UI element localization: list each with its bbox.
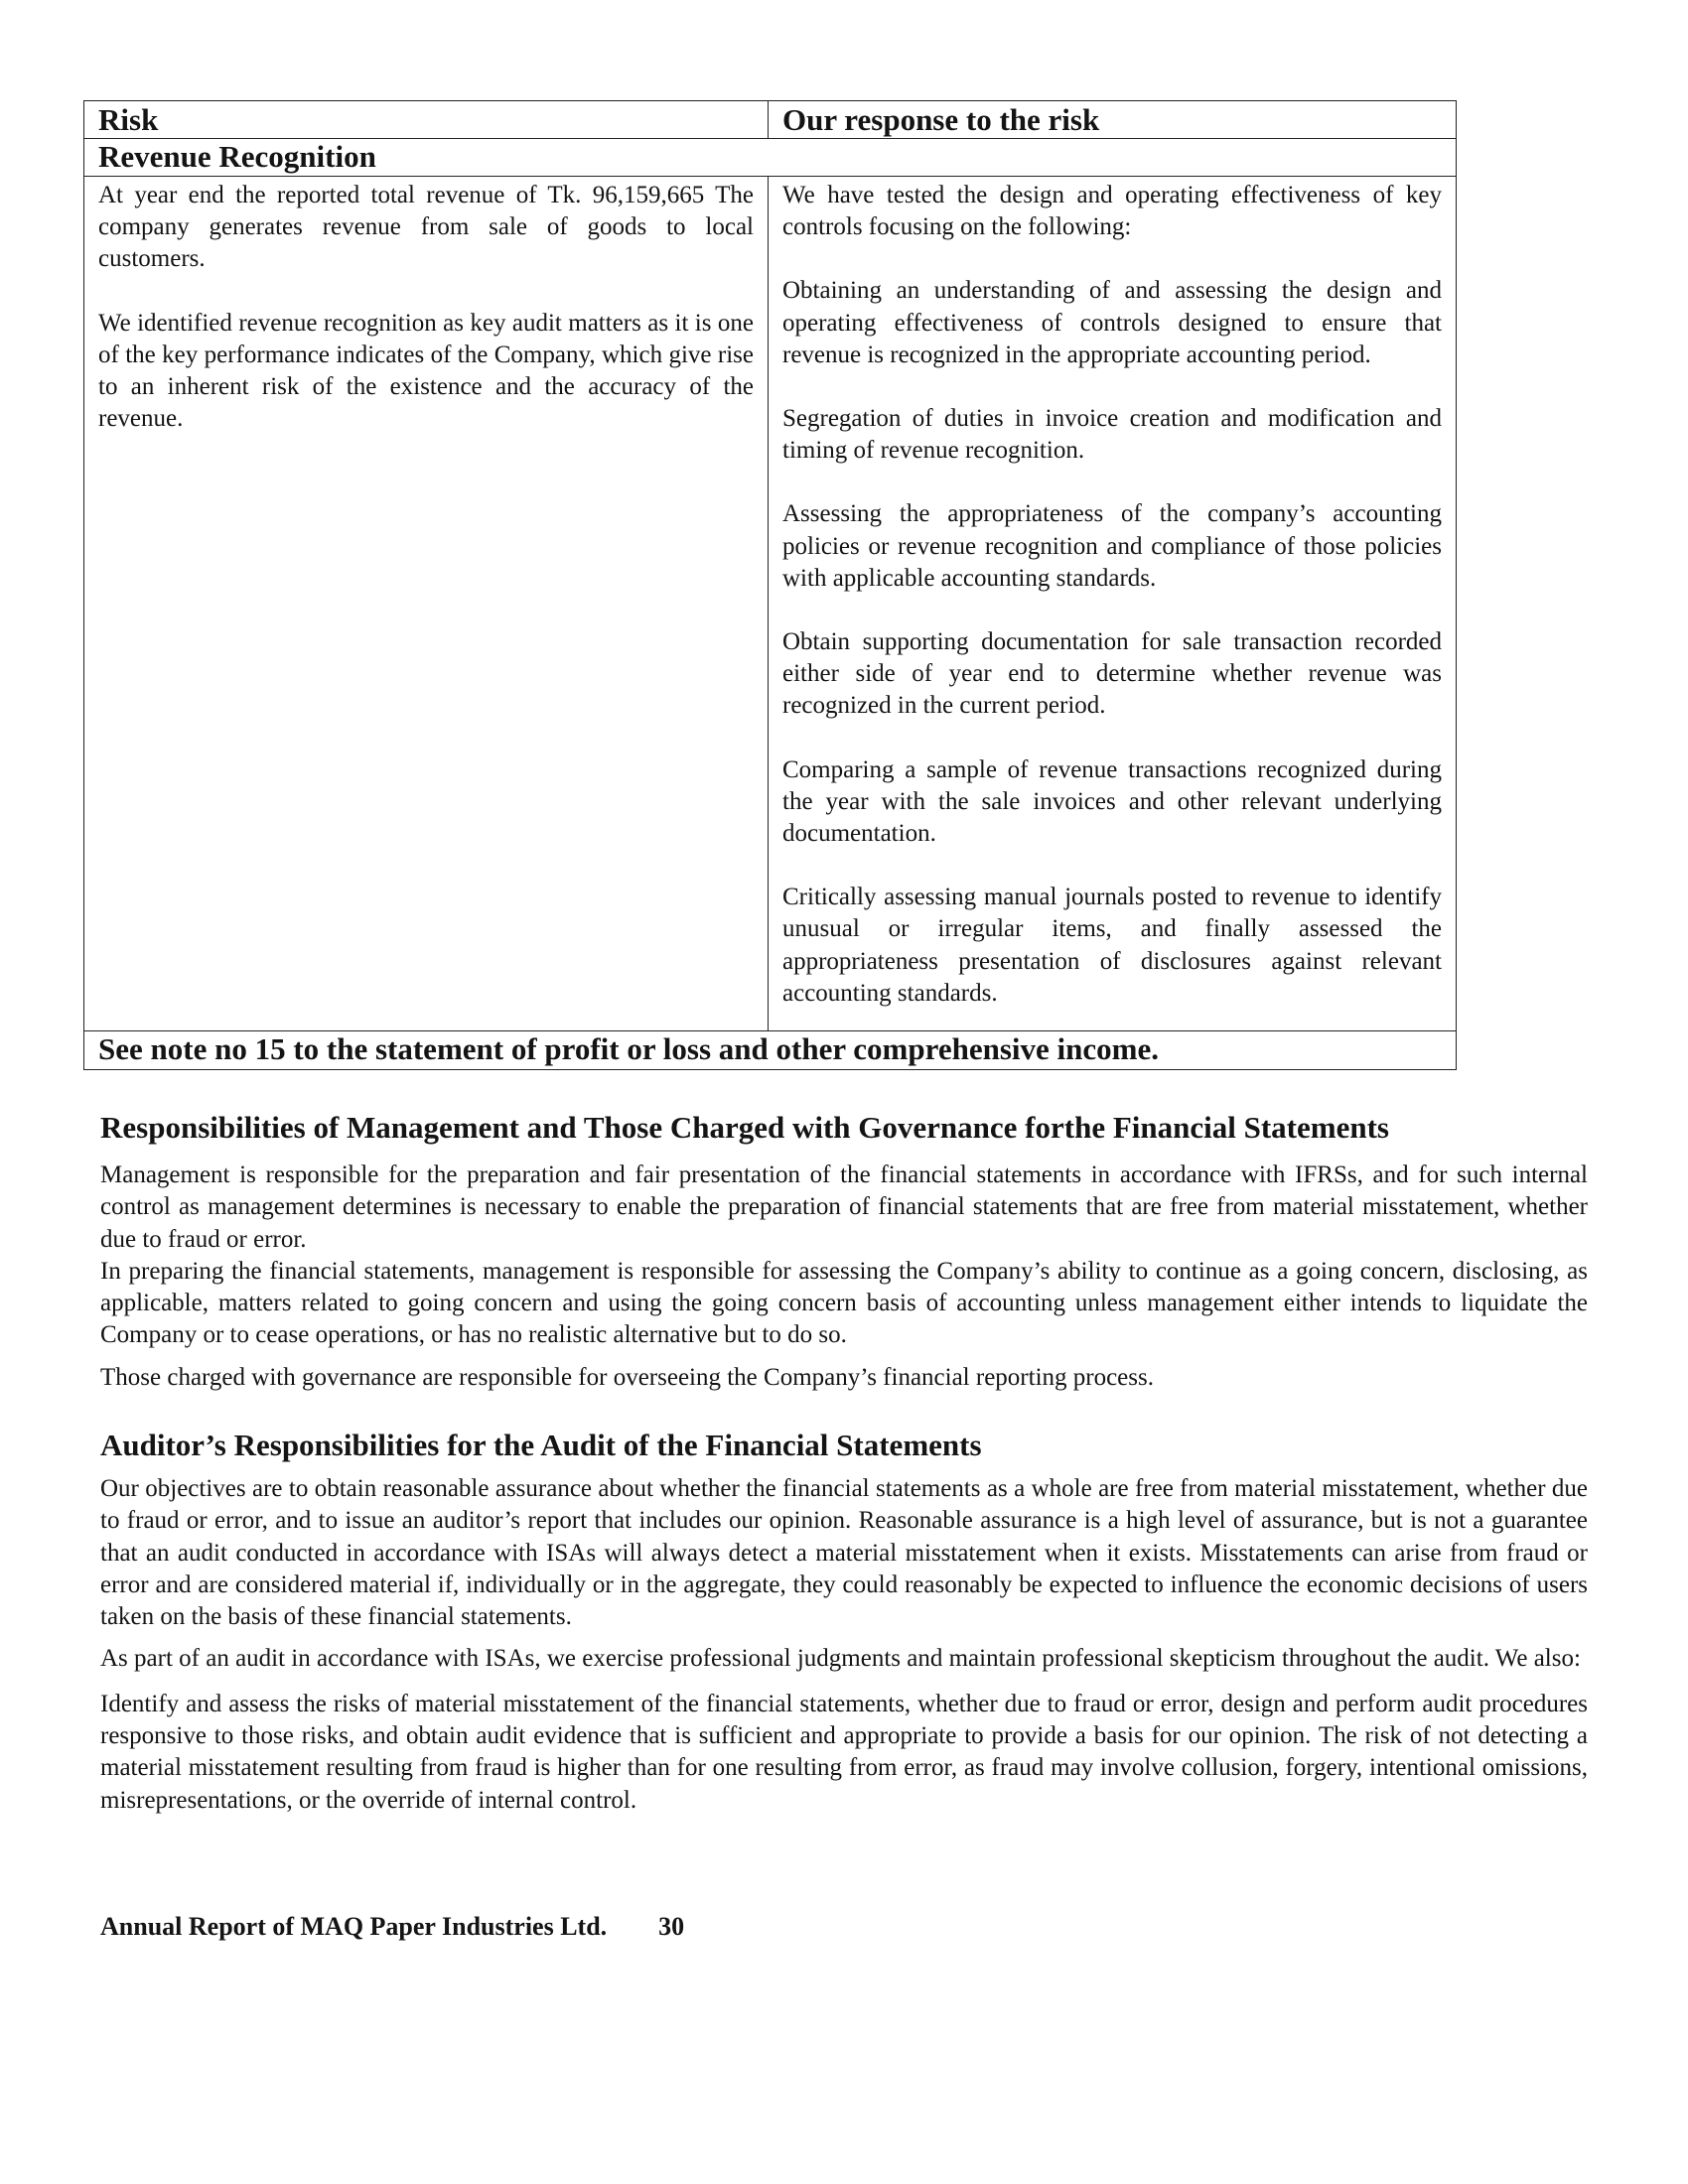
management-responsibilities-section (100, 1110, 1588, 1394)
table-footer-row (84, 1031, 1457, 1070)
body-paragraph: As part of an audit in accordance with ISAs, we exercise professional judgments and maintain professional skepticism throughout the audit. We also: (100, 1645, 1581, 1673)
risk-response-cell (769, 177, 1457, 1031)
report-title: Annual Report of MAQ Paper Industries Ltd. (100, 1912, 608, 1941)
body-paragraph: In preparing the financial statements, management is responsible for assessing the Company’s ability to continue as a going concern, disclosing, as applicable, matters related to going concern and using the going concern basis of accounting unless management either intends to liquidate the Company or to cease operations, or has no realistic alternative but to do so. (100, 1257, 1588, 1349)
risk-description-cell (84, 177, 769, 1031)
body-paragraph: Those charged with governance are responsible for overseeing the Company’s financial reporting process. (100, 1363, 1154, 1391)
auditor-responsibilities-section (100, 1428, 1588, 1817)
response-paragraph: Comparing a sample of revenue transactions recognized during the year with the sale invoices and other relevant underlying documentation. (782, 755, 1442, 848)
table-subheader-row (84, 139, 1457, 177)
table-header-row (84, 101, 1457, 139)
response-paragraph: Critically assessing manual journals posted to revenue to identify unusual or irregular items, and finally assessed the appropriateness presentation of disclosures against relevant accounting standards. (782, 884, 1442, 1007)
revenue-recognition-subheader: Revenue Recognition (84, 139, 1457, 177)
table-body-row (84, 177, 1457, 1031)
table-footer-note: See note no 15 to the statement of profit or loss and other comprehensive income. (84, 1031, 1457, 1070)
body-paragraph: Management is responsible for the preparation and fair presentation of the financial statements in accordance with IFRSs, and for such internal control as management determines is necessary to enable the preparation of financial statements that are free from material misstatement, whether due to fraud or error. (100, 1161, 1588, 1253)
key-audit-matter-table (83, 100, 1457, 1070)
response-paragraph: We have tested the design and operating effectiveness of key controls focusing on the following: (782, 182, 1442, 241)
risk-paragraph: We identified revenue recognition as key audit matters as it is one of the key performance indicates of the Company, which give rise to an inherent risk of the existence and the accuracy of the revenue. (98, 309, 754, 433)
body-paragraph: Our objectives are to obtain reasonable assurance about whether the financial statements as a whole are free from material misstatement, whether due to fraud or error, and to issue an auditor’s report that includes our opinion. Reasonable assurance is a high level of assurance, but is not a guarantee that an audit conducted in accordance with ISAs will always detect a material misstatement when it exists. Misstatements can arise from fraud or error and are considered material if, individually or in the aggregate, they could reasonably be expected to influence the economic decisions of users taken on the basis of these financial statements. (100, 1475, 1588, 1631)
section-heading: Responsibilities of Management and Those Charged with Governance forthe Financial Statements (100, 1110, 1389, 1145)
page-footer (100, 1912, 684, 1942)
page-number: 30 (658, 1912, 685, 1941)
risk-column-header: Risk (84, 101, 769, 139)
response-paragraph: Segregation of duties in invoice creation and modification and timing of revenue recognition. (782, 405, 1442, 465)
response-paragraph: Obtain supporting documentation for sale transaction recorded either side of year end to determine whether revenue was recognized in the current period. (782, 628, 1442, 720)
response-column-header: Our response to the risk (769, 101, 1457, 139)
body-paragraph: Identify and assess the risks of material misstatement of the financial statements, whether due to fraud or error, design and perform audit procedures responsive to those risks, and obtain audit evidence that is sufficient and appropriate to provide a basis for our opinion. The risk of not detecting a material misstatement resulting from fraud is higher than for one resulting from error, as fraud may involve collusion, forgery, intentional omissions, misrepresentations, or the override of internal control. (100, 1690, 1588, 1814)
section-heading: Auditor’s Responsibilities for the Audit of the Financial Statements (100, 1428, 982, 1462)
response-paragraph: Obtaining an understanding of and assessing the design and operating effectiveness of controls designed to ensure that revenue is recognized in the appropriate accounting period. (782, 277, 1442, 368)
response-paragraph: Assessing the appropriateness of the company’s accounting policies or revenue recognition and compliance of those policies with applicable accounting standards. (782, 500, 1442, 592)
risk-paragraph: At year end the reported total revenue of Tk. 96,159,665 The company generates revenue from sale of goods to local customers. (98, 182, 754, 273)
